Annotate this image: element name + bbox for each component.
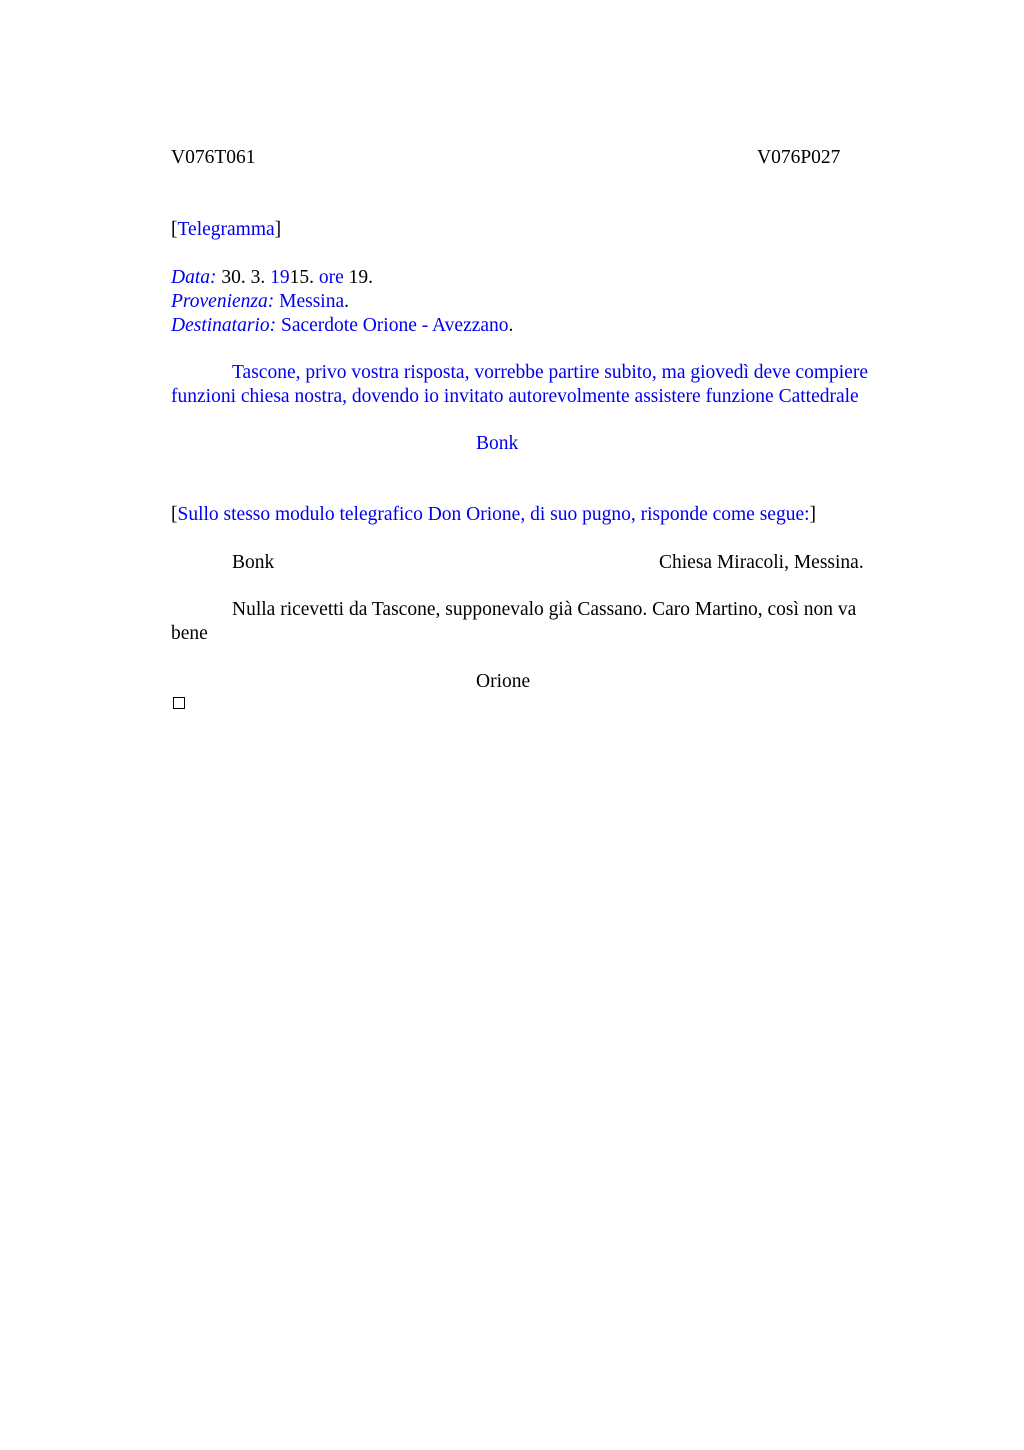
date-hour: 19. (343, 267, 374, 288)
document-code-left: V076T061 (171, 147, 256, 168)
recipient-dot: . (508, 315, 514, 336)
reply-body-line-2: bene (171, 623, 208, 644)
reply-signature: Orione (476, 671, 531, 692)
date-label: Data: (171, 267, 217, 288)
telegram-heading (171, 218, 281, 242)
origin-label: Provenienza: (171, 291, 275, 312)
bracket-open: [ (171, 504, 178, 525)
date-year-a: 19 (270, 267, 290, 288)
date-day: 30. 3. (221, 267, 271, 288)
date-sep: . (309, 267, 319, 288)
telegram-signature: Bonk (476, 433, 519, 454)
note-text: Sullo stesso modulo telegrafico Don Orione, di suo pugno, risponde come segue: (177, 504, 810, 525)
editorial-note (171, 503, 816, 527)
origin-dot: . (344, 291, 349, 312)
telegram-body-line-2: funzioni chiesa nostra, dovendo io invitato autorevolmente assistere funzione Cattedrale (171, 386, 859, 407)
recipient-label: Destinatario: (171, 315, 277, 336)
heading-text: Telegramma (177, 219, 275, 240)
date-year-b: 15 (289, 267, 310, 288)
recipient-value: Sacerdote Orione - Avezzano (280, 315, 509, 336)
origin-value: Messina (279, 291, 345, 312)
bracket-open: [ (171, 219, 178, 240)
reply-address: Chiesa Miracoli, Messina. (659, 552, 864, 573)
date-ore: ore (318, 267, 344, 288)
document-code-right: V076P027 (757, 147, 841, 168)
telegram-body-line-1: Tascone, privo vostra risposta, vorrebbe partire subito, ma giovedì deve compiere (232, 362, 868, 383)
recipient-line (171, 314, 513, 338)
date-line (171, 266, 373, 290)
bracket-close: ] (274, 219, 282, 240)
origin-line (171, 290, 349, 314)
end-square-mark (173, 697, 185, 709)
reply-addressee: Bonk (232, 552, 275, 573)
reply-body-line-1: Nulla ricevetti da Tascone, supponevalo già Cassano. Caro Martino, così non va (232, 599, 857, 620)
bracket-close: ] (809, 504, 817, 525)
